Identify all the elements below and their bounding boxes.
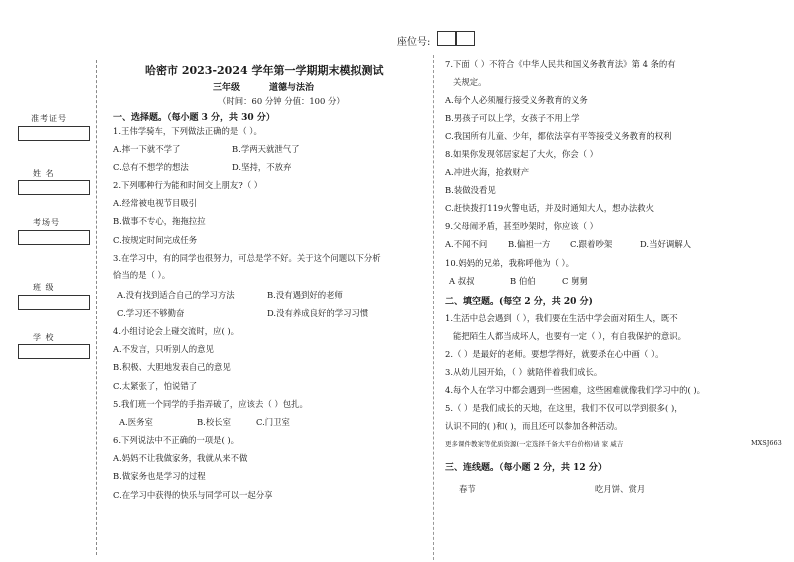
question-2: 2.下列哪种行为能和时间交上朋友?（ ） bbox=[113, 180, 263, 190]
fill-4: 4.每个人在学习中都会遇到一些困难，这些困难就像我们学习中的( )。 bbox=[445, 385, 706, 395]
q9-option-b[interactable]: B.偏袒一方 bbox=[508, 239, 551, 249]
fill-5-line2: 认识不同的( )和( )，而且还可以参加各种活动。 bbox=[445, 421, 623, 431]
document-code: MXSJ663 bbox=[751, 439, 782, 447]
question-5: 5.我们班一个同学的手指弄破了，应该去（ ）包扎。 bbox=[113, 399, 308, 409]
match-right-1[interactable]: 吃月饼、赏月 bbox=[595, 484, 646, 494]
exam-id-field[interactable] bbox=[18, 126, 90, 141]
fill-3: 3.从幼儿园开始，（ ）就陪伴着我们成长。 bbox=[445, 367, 603, 377]
q1-option-c[interactable]: C.总有不想学的想法 bbox=[113, 162, 189, 172]
q7-option-c[interactable]: C.我国所有儿童、少年，都依法享有平等接受义务教育的权利 bbox=[445, 131, 672, 141]
q9-option-d[interactable]: D.当好调解人 bbox=[640, 239, 691, 249]
name-label: 姓 名 bbox=[33, 169, 55, 178]
question-3-line1: 3.在学习中，有的同学也很努力，可总是学不好。关于这个问题以下分析 bbox=[113, 253, 381, 263]
column-divider bbox=[433, 55, 434, 560]
fill-1-line1: 1.生活中总会遇到（ ），我们要在生活中学会面对陌生人，既不 bbox=[445, 313, 678, 323]
footer-note: 更多课件教案等优质资源(一定选择千备大平台价格)请 家 威吉 bbox=[445, 440, 624, 448]
q9-option-c[interactable]: C.跟着吵架 bbox=[570, 239, 613, 249]
q8-option-b[interactable]: B.装做没看见 bbox=[445, 185, 496, 195]
fill-5-line1: 5.（ ）是我们成长的天地，在这里，我们不仅可以学到很多( )， bbox=[445, 403, 683, 413]
q2-option-a[interactable]: A.经常被电视节目吸引 bbox=[113, 198, 198, 208]
section1-title: 一、选择题。（每小题 3 分，共 30 分） bbox=[113, 113, 275, 123]
q2-option-b[interactable]: B.做事不专心，拖拖拉拉 bbox=[113, 216, 206, 226]
q6-option-a[interactable]: A.妈妈不让我做家务，我就从来不做 bbox=[113, 453, 248, 463]
q6-option-c[interactable]: C.在学习中获得的快乐与同学可以一起分享 bbox=[113, 490, 273, 500]
exam-id-label: 准考证号 bbox=[31, 114, 67, 123]
match-left-1[interactable]: 春节 bbox=[459, 484, 476, 494]
section3-title: 三、连线题。（每小题 2 分，共 12 分） bbox=[445, 463, 607, 473]
question-9: 9.父母闹矛盾，甚至吵架时，你应该（ ） bbox=[445, 221, 599, 231]
q3-option-d[interactable]: D.没有养成良好的学习习惯 bbox=[267, 308, 369, 318]
question-4: 4.小组讨论会上碰交流时，应( )。 bbox=[113, 326, 240, 336]
seat-box-1[interactable] bbox=[437, 31, 456, 46]
q5-option-b[interactable]: B.校长室 bbox=[197, 417, 231, 427]
seat-box-2[interactable] bbox=[456, 31, 475, 46]
room-field[interactable] bbox=[18, 230, 90, 245]
time-info: （时间：60 分钟 分值：100 分） bbox=[218, 96, 345, 106]
question-8: 8.如果你发现邻居家起了大火，你会（ ） bbox=[445, 149, 599, 159]
q1-option-a[interactable]: A.摔一下就不学了 bbox=[113, 144, 181, 154]
question-1: 1.王伟学骑车，下列做法正确的是（ ）。 bbox=[113, 126, 262, 136]
name-field[interactable] bbox=[18, 180, 90, 195]
q7-option-b[interactable]: B.男孩子可以上学，女孩子不用上学 bbox=[445, 113, 580, 123]
school-field[interactable] bbox=[18, 344, 90, 359]
fill-2: 2.（ ）是最好的老师。要想学得好，就要杀在心中画（ ）。 bbox=[445, 349, 664, 359]
q4-option-c[interactable]: C.太紧张了，怕说错了 bbox=[113, 381, 198, 391]
section2-title: 二、填空题。(每空 2 分，共 20 分) bbox=[445, 297, 593, 307]
q5-option-a[interactable]: A.医务室 bbox=[119, 417, 153, 427]
question-10: 10.妈妈的兄弟，我称呼他为（ ）。 bbox=[445, 258, 575, 268]
q10-option-c[interactable]: C 舅舅 bbox=[562, 276, 588, 286]
q3-option-a[interactable]: A.没有找到适合自己的学习方法 bbox=[117, 290, 235, 300]
q6-option-b[interactable]: B.做家务也是学习的过程 bbox=[113, 471, 206, 481]
school-label: 学 校 bbox=[33, 333, 55, 342]
room-label: 考场号 bbox=[33, 218, 60, 227]
fill-1-line2: 能把陌生人都当成坏人，也要有一定（ ），有自我保护的意识。 bbox=[453, 331, 686, 341]
q1-option-d[interactable]: D.坚持，不放弃 bbox=[232, 162, 292, 172]
question-7-line2: 关规定。 bbox=[453, 77, 487, 87]
q2-option-c[interactable]: C.按规定时间完成任务 bbox=[113, 235, 198, 245]
q3-option-b[interactable]: B.没有遇到好的老师 bbox=[267, 290, 343, 300]
q3-option-c[interactable]: C.学习还不够勤奋 bbox=[117, 308, 185, 318]
q1-option-b[interactable]: B.学两天就泄气了 bbox=[232, 144, 300, 154]
q7-option-a[interactable]: A.每个人必须履行接受义务教育的义务 bbox=[445, 95, 588, 105]
q8-option-a[interactable]: A.冲进火海，抢救财产 bbox=[445, 167, 530, 177]
q10-option-a[interactable]: A 叔叔 bbox=[449, 276, 475, 286]
question-7-line1: 7.下面（ ）不符合《中华人民共和国义务教育法》第 4 条的有 bbox=[445, 59, 676, 69]
q8-option-c[interactable]: C.赶快拨打119火警电话，并及时通知大人，想办法救火 bbox=[445, 203, 655, 213]
seat-number-label: 座位号: bbox=[397, 37, 431, 48]
binding-line bbox=[96, 60, 97, 555]
class-label: 班 级 bbox=[33, 283, 55, 292]
q4-option-b[interactable]: B.积极、大胆地发表自己的意见 bbox=[113, 362, 231, 372]
grade-label: 三年级 bbox=[213, 83, 241, 93]
q4-option-a[interactable]: A.不发言，只听别人的意见 bbox=[113, 344, 214, 354]
subject-label: 道德与法治 bbox=[269, 83, 315, 93]
q9-option-a[interactable]: A.不闻不问 bbox=[445, 239, 488, 249]
question-3-line2: 恰当的是（ ）。 bbox=[113, 270, 171, 280]
question-6: 6.下列说法中不正确的一项是( )。 bbox=[113, 435, 240, 445]
class-field[interactable] bbox=[18, 295, 90, 310]
q5-option-c[interactable]: C.门卫室 bbox=[256, 417, 290, 427]
exam-title: 哈密市 2023-2024 学年第一学期期末模拟测试 bbox=[145, 64, 384, 77]
q10-option-b[interactable]: B 伯伯 bbox=[510, 276, 536, 286]
